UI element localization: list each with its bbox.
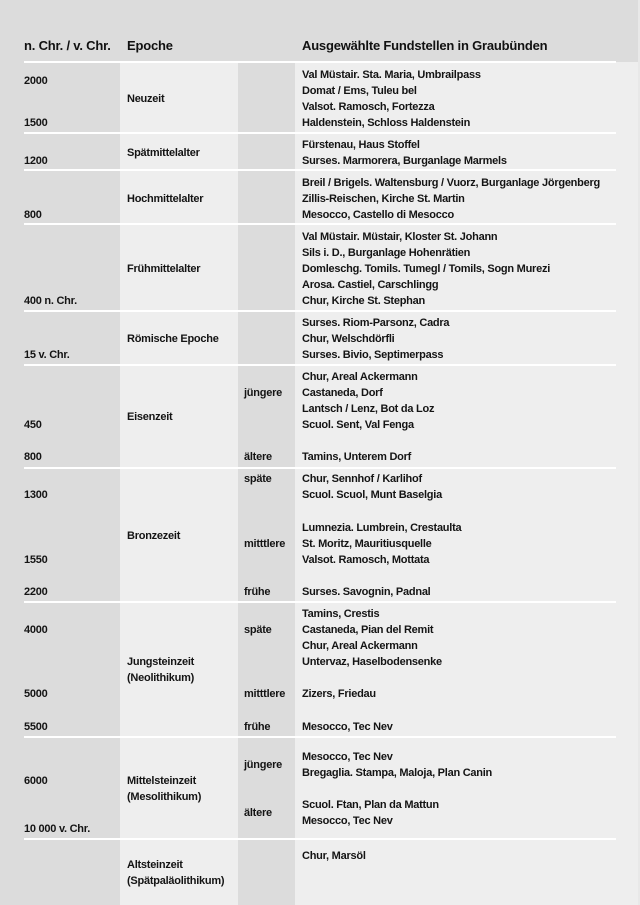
date-label: 15 v. Chr.	[24, 349, 70, 361]
site-item: Val Müstair. Sta. Maria, Umbrailpass	[302, 69, 481, 81]
date-label: 4000	[24, 624, 48, 636]
site-item: Untervaz, Haselbodensenke	[302, 656, 442, 668]
site-item: Scuol. Ftan, Plan da Mattun	[302, 799, 439, 811]
date-label: 2000	[24, 75, 48, 87]
row-divider	[24, 132, 616, 134]
date-label: 1200	[24, 155, 48, 167]
site-item: Zillis-Reischen, Kirche St. Martin	[302, 193, 465, 205]
header-epoch-column: Epoche	[127, 38, 173, 53]
site-item: Fürstenau, Haus Stoffel	[302, 139, 420, 151]
site-item: Valsot. Ramosch, Mottata	[302, 554, 430, 566]
date-label: 1550	[24, 554, 48, 566]
phase-label: späte	[244, 473, 272, 485]
phase-label: mitttlere	[244, 538, 286, 550]
phase-label: ältere	[244, 807, 272, 819]
date-label: 450	[24, 419, 42, 431]
site-item: Tamins, Unterem Dorf	[302, 451, 412, 463]
phase-label: mitttlere	[244, 688, 286, 700]
date-label: 400 n. Chr.	[24, 295, 77, 307]
site-item: Chur, Kirche St. Stephan	[302, 295, 425, 307]
site-item: Castaneda, Pian del Remit	[302, 624, 434, 636]
site-item: Lantsch / Lenz, Bot da Loz	[302, 403, 435, 415]
date-label: 10 000 v. Chr.	[24, 823, 91, 835]
site-item: Breil / Brigels. Waltensburg / Vuorz, Burganlage Jörgenberg	[302, 177, 600, 189]
phase-label: ältere	[244, 451, 272, 463]
date-label: 6000	[24, 775, 48, 787]
site-item: Haldenstein, Schloss Haldenstein	[302, 117, 471, 129]
date-label: 1300	[24, 489, 48, 501]
row-divider	[24, 838, 616, 840]
epoch-label: Altsteinzeit	[127, 859, 183, 871]
phase-label: späte	[244, 624, 272, 636]
epoch-label: Jungsteinzeit	[127, 656, 195, 668]
date-column-bg	[0, 62, 120, 905]
epoch-label: Neuzeit	[127, 93, 165, 105]
phase-label: jüngere	[244, 387, 282, 399]
site-item: Chur, Areal Ackermann	[302, 640, 418, 652]
epoch-label: Hochmittelalter	[127, 193, 204, 205]
epoch-label: Frühmittelalter	[127, 263, 201, 275]
site-item: Chur, Areal Ackermann	[302, 371, 418, 383]
epoch-label: Eisenzeit	[127, 411, 173, 423]
epoch-label: Mittelsteinzeit	[127, 775, 196, 787]
header-sites-column: Ausgewählte Fundstellen in Graubünden	[302, 38, 548, 53]
epoch-label: Spätmittelalter	[127, 147, 200, 159]
epoch-label: Römische Epoche	[127, 333, 219, 345]
site-item: Mesocco, Tec Nev	[302, 721, 393, 733]
site-item: St. Moritz, Mauritiusquelle	[302, 538, 432, 550]
phase-label: frühe	[244, 586, 271, 598]
row-divider	[24, 736, 616, 738]
site-item: Surses. Savognin, Padnal	[302, 586, 431, 598]
phase-label: jüngere	[244, 759, 282, 771]
site-item: Surses. Bivio, Septimerpass	[302, 349, 444, 361]
site-item: Mesocco, Tec Nev	[302, 751, 393, 763]
epoch-sublabel: (Spätpaläolithikum)	[127, 875, 225, 887]
row-divider	[24, 169, 616, 171]
row-divider	[24, 223, 616, 225]
site-item: Bregaglia. Stampa, Maloja, Plan Canin	[302, 767, 493, 779]
site-item: Tamins, Crestis	[302, 608, 380, 620]
date-label: 800	[24, 209, 42, 221]
date-label: 5500	[24, 721, 48, 733]
site-item: Scuol. Scuol, Munt Baselgia	[302, 489, 442, 501]
header-date-column: n. Chr. / v. Chr.	[24, 38, 111, 53]
header-divider	[24, 61, 616, 63]
date-label: 2200	[24, 586, 48, 598]
row-divider	[24, 310, 616, 312]
site-item: Surses. Riom-Parsonz, Cadra	[302, 317, 450, 329]
site-item: Zizers, Friedau	[302, 688, 376, 700]
site-item: Chur, Sennhof / Karlihof	[302, 473, 422, 485]
row-divider	[24, 364, 616, 366]
site-item: Mesocco, Tec Nev	[302, 815, 393, 827]
site-item: Domleschg. Tomils. Tumegl / Tomils, Sogn Murezi	[302, 263, 550, 275]
date-label: 5000	[24, 688, 48, 700]
site-item: Arosa. Castiel, Carschlingg	[302, 279, 439, 291]
site-item: Sils i. D., Burganlage Hohenrätien	[302, 247, 471, 259]
date-label: 800	[24, 451, 42, 463]
site-item: Val Müstair. Müstair, Kloster St. Johann	[302, 231, 498, 243]
site-item: Valsot. Ramosch, Fortezza	[302, 101, 435, 113]
site-item: Chur, Marsöl	[302, 850, 366, 862]
date-label: 1500	[24, 117, 48, 129]
epoch-sublabel: (Mesolithikum)	[127, 791, 202, 803]
epoch-label: Bronzezeit	[127, 530, 181, 542]
site-item: Castaneda, Dorf	[302, 387, 383, 399]
site-item: Domat / Ems, Tuleu bel	[302, 85, 417, 97]
site-item: Surses. Marmorera, Burganlage Marmels	[302, 155, 507, 167]
site-item: Scuol. Sent, Val Fenga	[302, 419, 414, 431]
phase-label: frühe	[244, 721, 271, 733]
row-divider	[24, 467, 616, 469]
row-divider	[24, 601, 616, 603]
epoch-sublabel: (Neolithikum)	[127, 672, 195, 684]
site-item: Chur, Welschdörfli	[302, 333, 395, 345]
site-item: Lumnezia. Lumbrein, Crestaulta	[302, 522, 462, 534]
site-item: Mesocco, Castello di Mesocco	[302, 209, 454, 221]
